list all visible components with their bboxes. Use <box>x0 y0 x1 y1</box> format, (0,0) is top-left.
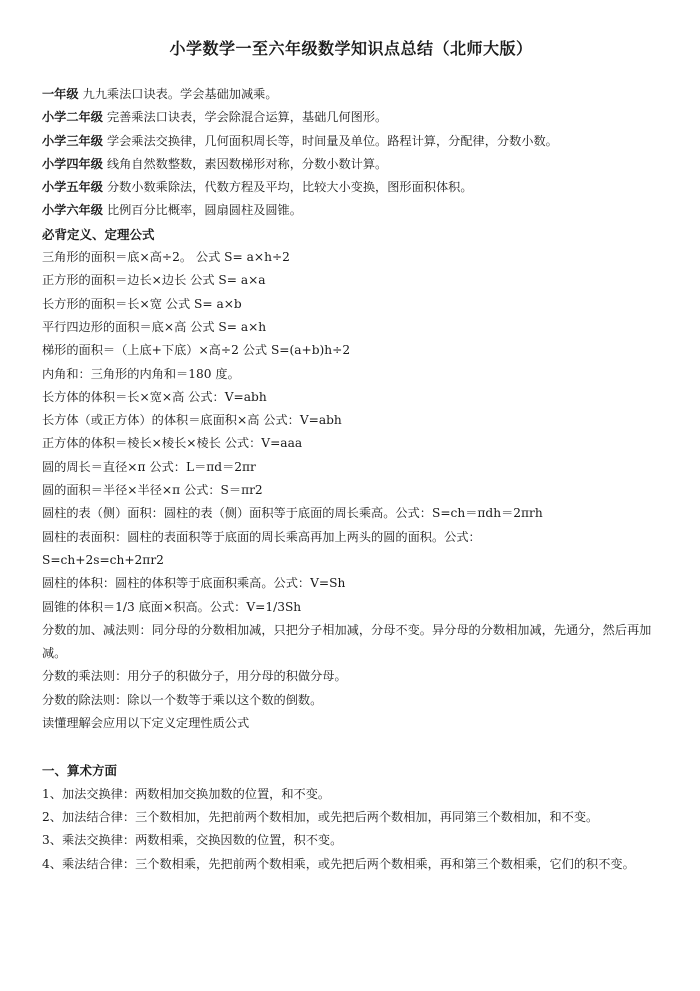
list-item: 3、乘法交换律：两数相乘，交换因数的位置，积不变。 <box>42 833 343 848</box>
grade-text: 线角自然数整数，素因数梯形对称，分数小数计算。 <box>106 156 388 171</box>
grade-text: 比例百分比概率，圆扇圆柱及圆锥。 <box>106 203 302 218</box>
formula-line: 平行四边形的面积＝底×高 公式 S= a×h <box>42 319 267 334</box>
formula-line: 圆的周长＝直径×π 公式：L＝πd＝2πr <box>42 459 256 474</box>
formula-line: S=ch+2s=ch+2πr2 <box>42 552 164 567</box>
formula-line: 圆的面积＝半径×半径×π 公式：S＝πr2 <box>42 483 263 498</box>
formula-line: 圆锥的体积＝1/3 底面×积高。公式：V=1/3Sh <box>42 599 302 614</box>
formula-line: 正方体的体积＝棱长×棱长×棱长 公式：V=aaa <box>42 436 303 451</box>
formula-line: 读懂理解会应用以下定义定理性质公式 <box>42 716 250 731</box>
grade-label: 小学五年级 <box>42 180 103 195</box>
grade-line <box>42 106 660 129</box>
formula-line: 梯形的面积＝（上底+下底）×高÷2 公式 S=(a+b)h÷2 <box>42 343 351 358</box>
grade-text: 完善乘法口诀表，学会除混合运算，基础几何图形。 <box>106 110 388 125</box>
grade-text: 学会乘法交换律，几何面积周长等，时间量及单位。路程计算，分配律，分数小数。 <box>106 133 558 148</box>
formula-line: 长方体的体积＝长×宽×高 公式：V=abh <box>42 389 267 404</box>
grade-label: 小学二年级 <box>42 110 103 125</box>
formula-line: 长方体（或正方体）的体积＝底面积×高 公式：V=abh <box>42 413 342 428</box>
section1-list <box>42 783 660 876</box>
section-spacer <box>42 735 660 759</box>
formula-line: 分数的除法则：除以一个数等于乘以这个数的倒数。 <box>42 692 323 707</box>
formula-paragraph: 分数的加、减法则：同分母的分数相加减，只把分子相加减，分母不变。异分母的分数相加减，先通分，然后再加减。 <box>42 622 652 661</box>
grade-label: 小学六年级 <box>42 203 103 218</box>
grades-section <box>42 83 660 223</box>
grade-label: 小学四年级 <box>42 156 103 171</box>
grade-text: 九九乘法口诀表。学会基础加减乘。 <box>82 87 278 101</box>
formula-line: 内角和：三角形的内角和＝180 度。 <box>42 366 240 381</box>
formulas-heading: 必背定义、定理公式 <box>42 226 155 242</box>
grade-line <box>42 176 660 199</box>
grade-line <box>42 130 660 153</box>
formula-line: 三角形的面积＝底×高÷2。 公式 S= a×h÷2 <box>42 250 290 265</box>
list-item: 2、加法结合律：三个数相加，先把前两个数相加，或先把后两个数相加，再同第三个数相加，和不变。 <box>42 809 599 824</box>
grade-label: 一年级 <box>42 87 79 101</box>
formula-line: 分数的乘法则：用分子的积做分子，用分母的积做分母。 <box>42 669 347 684</box>
list-item: 1、加法交换律：两数相加交换加数的位置，和不变。 <box>42 786 331 801</box>
list-item: 4、乘法结合律：三个数相乘，先把前两个数相乘，或先把后两个数相乘，再和第三个数相乘，它们的积不变。 <box>42 856 635 871</box>
grade-line <box>42 83 660 106</box>
formula-line: 圆柱的表（侧）面积：圆柱的表（侧）面积等于底面的周长乘高。公式：S=ch＝πdh＝2πrh <box>42 506 543 521</box>
formula-line: 长方形的面积＝长×宽 公式 S= a×b <box>42 296 242 311</box>
grade-text: 分数小数乘除法，代数方程及平均，比较大小变换，图形面积体积。 <box>106 180 473 195</box>
grade-line <box>42 199 660 222</box>
formula-line: 圆柱的表面积：圆柱的表面积等于底面的周长乘高再加上两头的圆的面积。公式： <box>42 529 481 544</box>
formula-line: 正方形的面积＝边长×边长 公式 S= a×a <box>42 273 266 288</box>
grade-line <box>42 153 660 176</box>
formula-line: 圆柱的体积：圆柱的体积等于底面积乘高。公式：V=Sh <box>42 576 346 591</box>
grade-label: 小学三年级 <box>42 133 103 148</box>
section1-heading: 一、算术方面 <box>42 763 118 779</box>
page-title: 小学数学一至六年级数学知识点总结（北师大版） <box>169 39 533 58</box>
formulas-section <box>42 246 660 735</box>
